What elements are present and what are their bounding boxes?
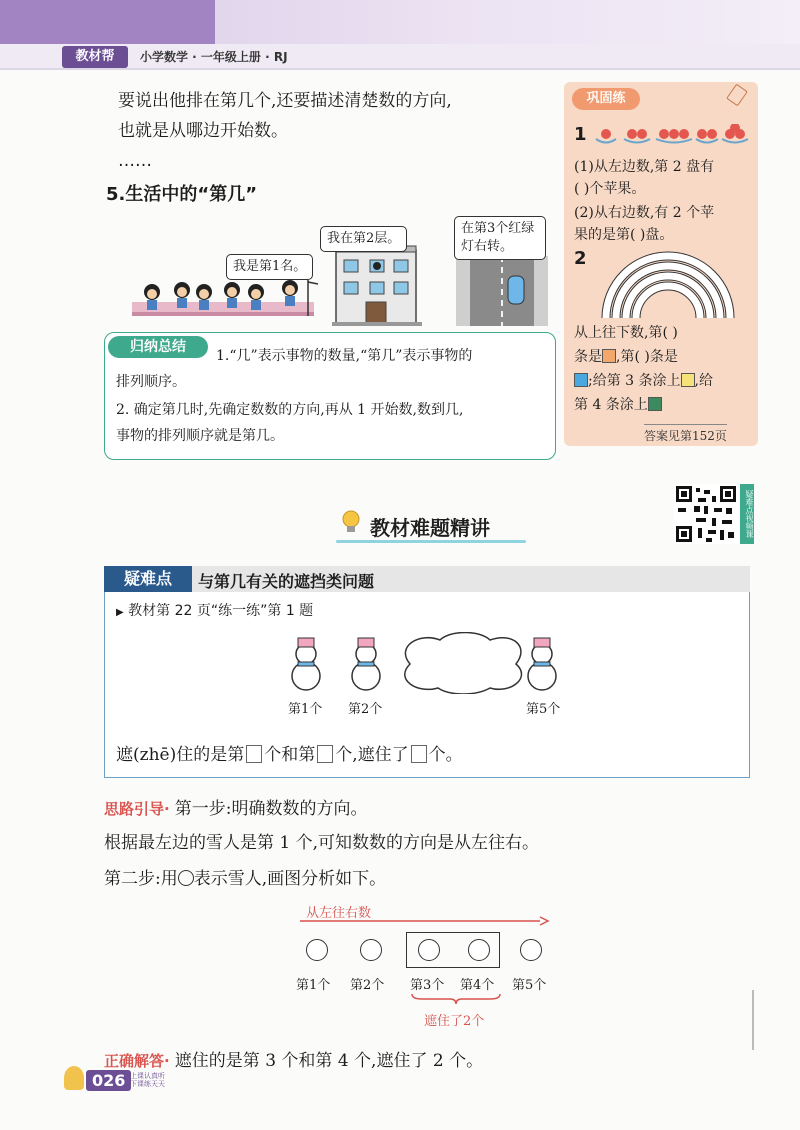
answer-blank-3[interactable] (411, 745, 427, 763)
banner-title: 教材难题精讲 (370, 516, 490, 540)
intro-ellipsis: …… (118, 151, 152, 171)
page-edge-line (752, 990, 754, 1050)
road-illustration (456, 256, 548, 326)
problem-tag: 疑难点 (104, 566, 192, 592)
practice-q1-line-b: ( )个苹果。 (574, 181, 646, 197)
color-swatch-yellow (681, 373, 695, 387)
mascot-icon (64, 1066, 84, 1090)
summary-tag: 归纳总结 (108, 336, 208, 358)
practice-q2-text-c2: ,给 (694, 373, 713, 389)
question-text-d: 个。 (428, 745, 463, 765)
color-swatch-green (648, 397, 662, 411)
practice-answer-ref: 答案见第152页 (644, 424, 727, 444)
snowman-label-5: 第5个 (526, 702, 561, 717)
step-2-text-a: 第二步:用 (104, 869, 178, 889)
circle-1 (306, 939, 328, 961)
snowman-label-2: 第2个 (348, 702, 383, 717)
circle-label-2: 第2个 (350, 978, 385, 993)
qr-video-label: 疑难点视频课 (740, 484, 754, 544)
color-swatch-blue (574, 373, 588, 387)
step-1-text: 第一步:明确数数的方向。 (174, 799, 368, 819)
intro-line-2: 也就是从哪边开始数。 (118, 121, 288, 141)
answer-text: 遮住的是第 3 个和第 4 个,遮住了 2 个。 (174, 1051, 484, 1071)
practice-q1-line-d: 果的是第( )盘。 (574, 227, 674, 243)
practice-q2-text-c: ;给第 3 条涂上 (588, 373, 681, 389)
bubble-floor: 我在第2层。 (320, 226, 407, 252)
top-corner-block (0, 0, 215, 44)
answer-label: 正确解答· (104, 1052, 170, 1070)
qr-code-icon[interactable] (674, 484, 738, 544)
snowman-1 (292, 638, 320, 690)
question-text-a: 遮(zhē)住的是第 (116, 745, 245, 765)
page-number: 026 (86, 1070, 131, 1091)
summary-item-1b: 排列顺序。 (116, 374, 186, 390)
circle-label-5: 第5个 (512, 978, 547, 993)
practice-q2-text-b2: ,第( )条是 (616, 349, 678, 365)
question-text-c: 个,遮住了 (335, 745, 409, 765)
circle-symbol-icon (178, 870, 194, 886)
color-swatch-orange (602, 349, 616, 363)
bubble-race: 我是第1名。 (226, 254, 313, 280)
practice-q2-line-a: 从上往下数,第( ) (574, 325, 678, 341)
section-5-title: 5.生活中的“第几” (106, 184, 258, 205)
snowman-label-1: 第1个 (288, 702, 323, 717)
arrow-label: 从左往右数 (306, 906, 372, 921)
circle-3 (418, 939, 440, 961)
problem-source (116, 600, 313, 620)
rainbow-illustration (598, 250, 738, 320)
summary-item-2a: 2. 确定第几时,先确定数数的方向,再从 1 开始数,数到几, (116, 402, 464, 418)
snowman-5 (528, 638, 556, 690)
apple-plates-illustration (592, 124, 754, 148)
step-2-text-b: 表示雪人,画图分析如下。 (193, 869, 387, 889)
practice-q2-number: 2 (574, 248, 587, 269)
summary-item-1a: 1.“几”表示事物的数量,“第几”表示事物的 (216, 348, 473, 364)
building-illustration (332, 244, 422, 326)
practice-tag: 巩固练 (572, 88, 640, 110)
practice-q2-line-d (574, 394, 662, 416)
book-info: 小学数学 · 一年级上册 · RJ (140, 50, 288, 64)
intro-line-1: 要说出他排在第几个,还要描述清楚数的方向, (118, 91, 452, 111)
solution-step-1 (104, 794, 368, 819)
practice-q2-line-b (574, 346, 678, 368)
circle-label-4: 第4个 (460, 978, 495, 993)
bubble-car: 在第3个红绿灯右转。 (454, 216, 546, 260)
page-note (130, 1072, 165, 1088)
problem-title: 与第几有关的遮挡类问题 (198, 572, 375, 591)
answer-blank-1[interactable] (246, 745, 262, 763)
snowman-2 (352, 638, 380, 690)
problem-source-text: 教材第 22 页“练一练”第 1 题 (128, 603, 314, 619)
practice-q1-line-c: (2)从右边数,有 2 个苹 (574, 205, 715, 221)
brace-mark (410, 992, 502, 1006)
triangle-right-icon: ▶ (116, 607, 124, 618)
page-note-line-1: 上课认真听 (130, 1072, 165, 1080)
practice-q1-line-a: (1)从左边数,第 2 盘有 (574, 159, 715, 175)
page-note-line-2: 下课练天天 (130, 1080, 165, 1088)
direction-arrow (300, 916, 550, 926)
practice-q2-text-d1: 第 4 条涂上 (574, 397, 648, 413)
solution-line-2: 根据最左边的雪人是第 1 个,可知数数的方向是从左往右。 (104, 833, 540, 853)
snowmen-illustration (280, 632, 570, 694)
circle-5 (520, 939, 542, 961)
practice-q2-text-b1: 条是 (574, 349, 602, 365)
answer-blank-2[interactable] (317, 745, 333, 763)
circle-2 (360, 939, 382, 961)
banner-underline (336, 540, 526, 543)
circle-4 (468, 939, 490, 961)
guide-label: 思路引导· (104, 800, 170, 818)
brand-label: 教材帮 (62, 46, 128, 68)
practice-q1-number: 1 (574, 124, 587, 145)
circle-label-3: 第3个 (410, 978, 445, 993)
circle-label-1: 第1个 (296, 978, 331, 993)
practice-q2-line-c (574, 370, 713, 392)
summary-item-2b: 事物的排列顺序就是第几。 (116, 428, 284, 444)
problem-question (116, 740, 463, 765)
lightbulb-icon (340, 508, 362, 536)
question-text-b: 个和第 (264, 745, 316, 765)
solution-step-2 (104, 864, 386, 889)
cloud-shape (405, 633, 522, 695)
brace-label: 遮住了2个 (424, 1014, 485, 1029)
final-answer (104, 1046, 483, 1071)
